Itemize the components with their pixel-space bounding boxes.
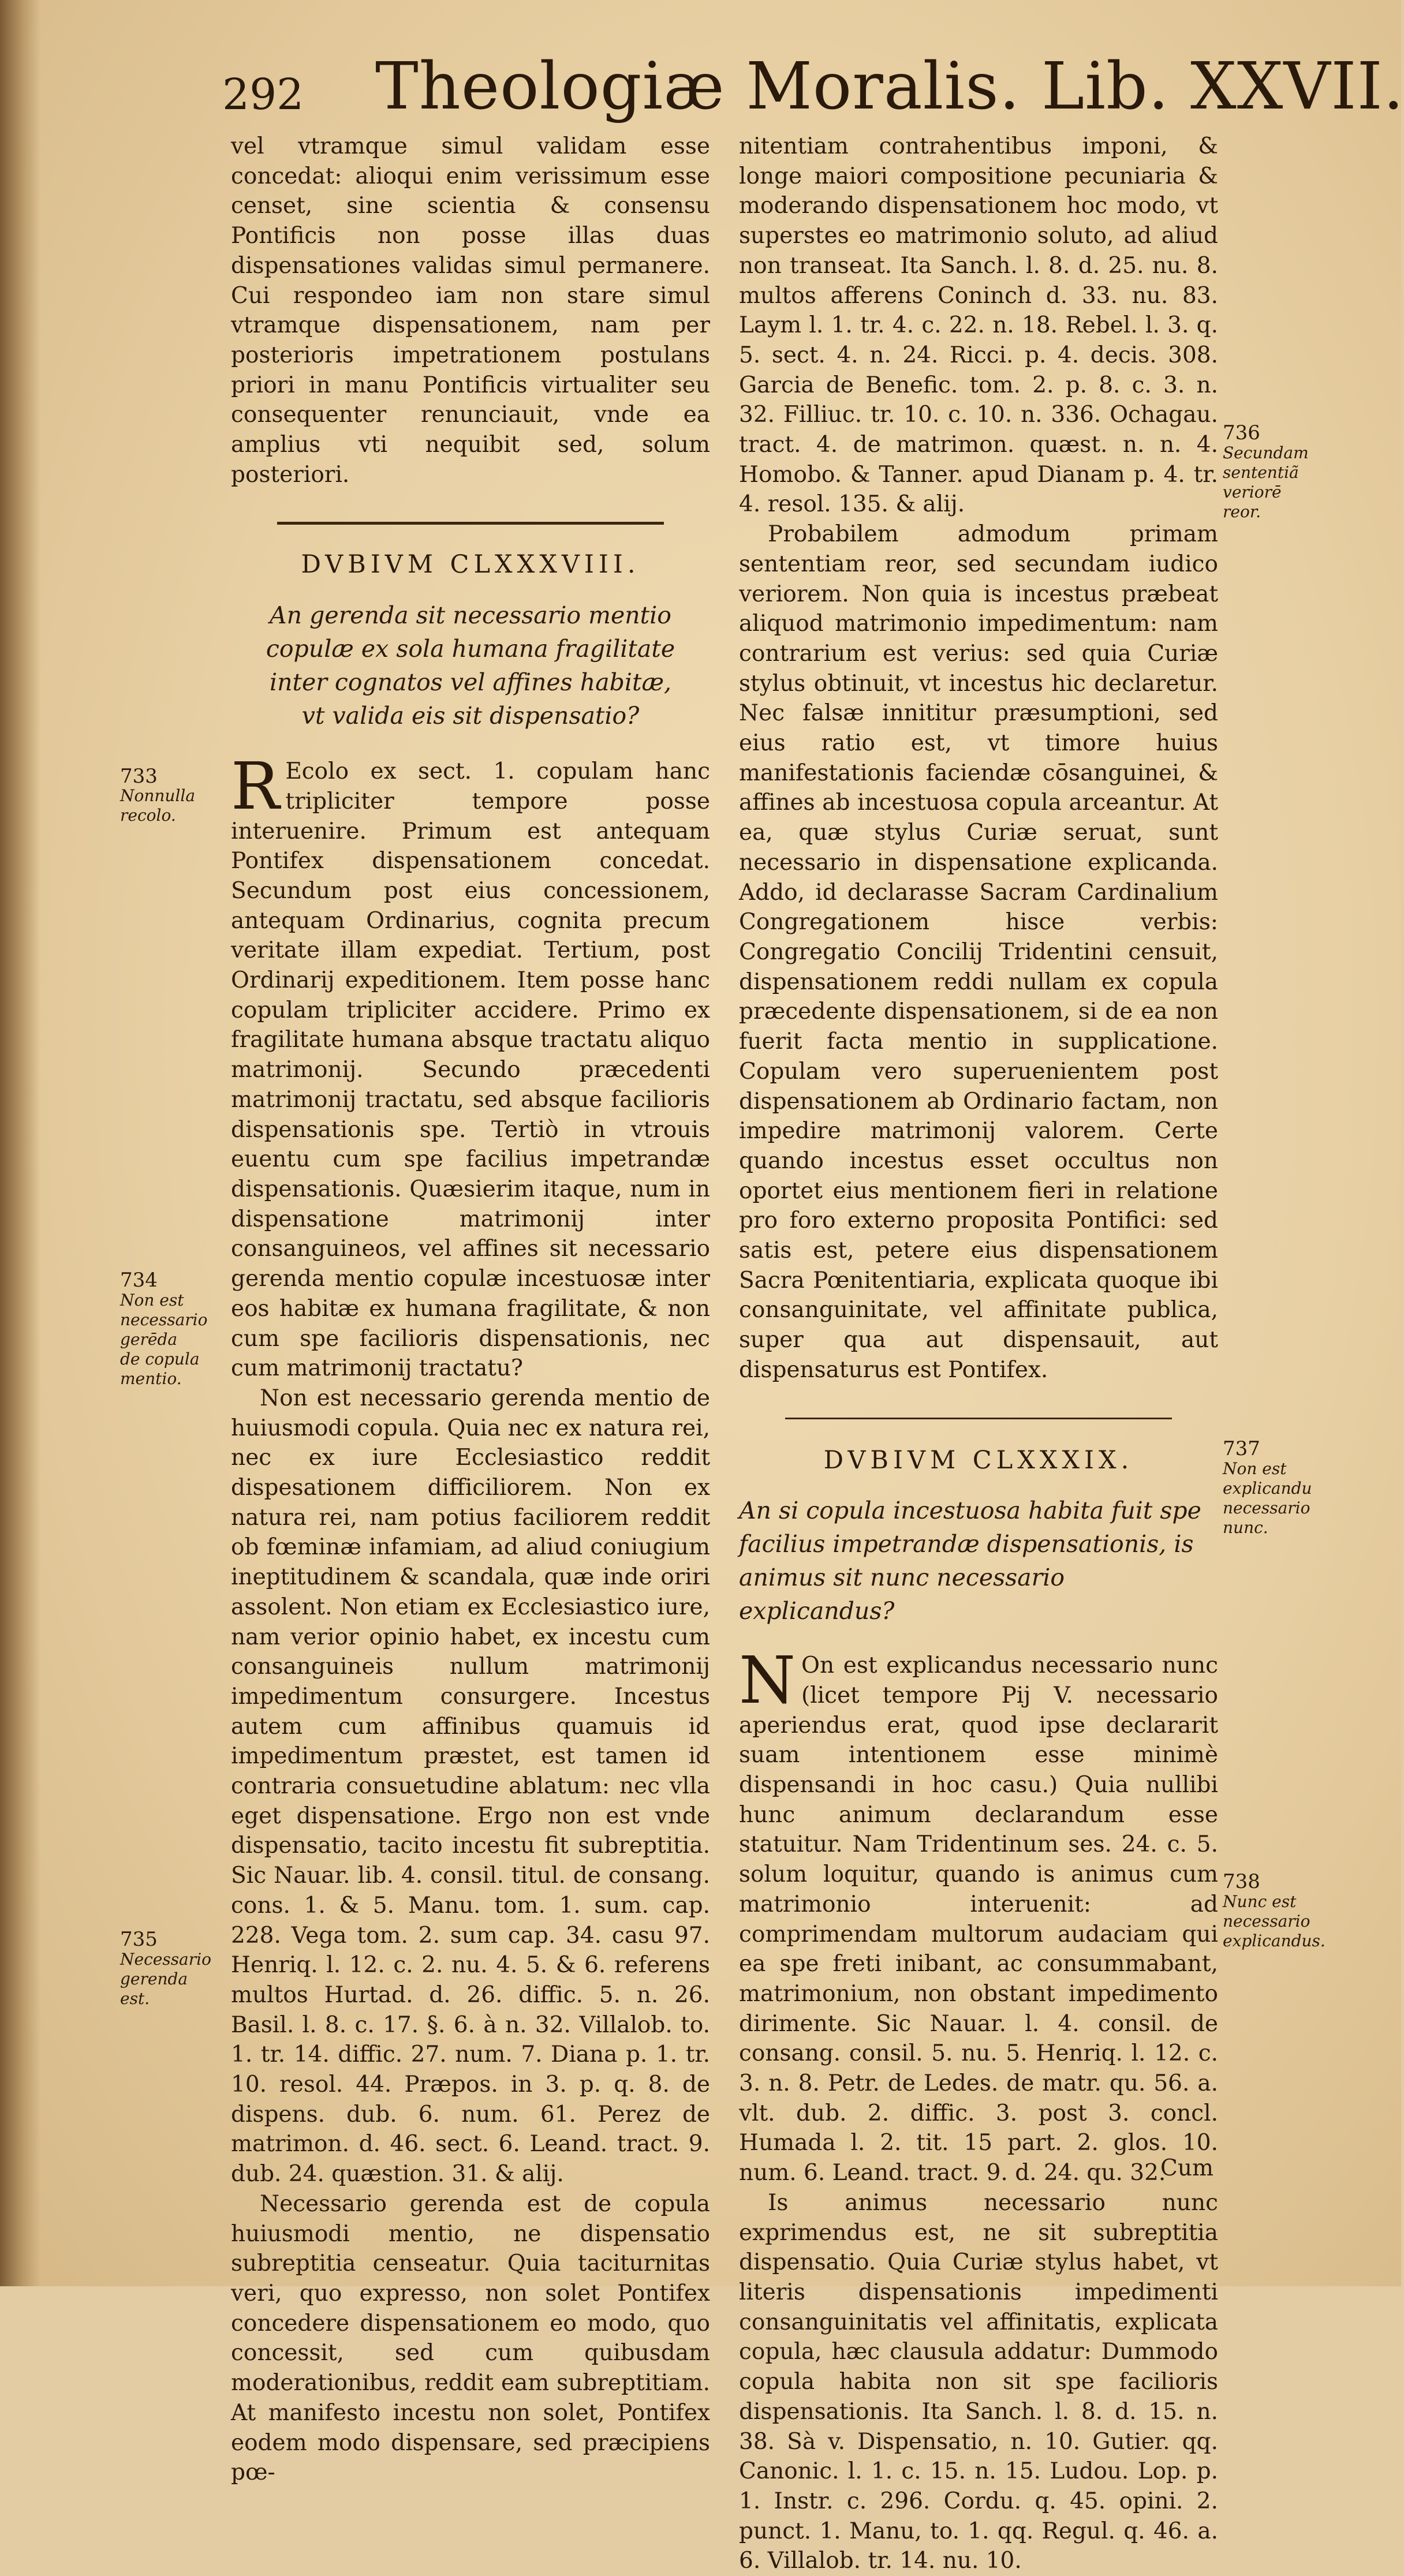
drop-cap-n: N [739,1643,796,1719]
right-column [739,132,1218,2576]
margin-number-738: 738 [1223,1870,1260,1893]
paragraph-736: Probabilem admodum primam sententiam reor, sed secundam iudico veriorem. Non quia is incestus præbeat aliquod matrimonio impedimentum: nam contrarium est verius: sed quia Curiæ stylus obtinuit, vt incestus hic declaretur. Nec falsæ innititur præsumptioni, sed eius ratio est, vt timore huius manifestationis faciendæ cōsanguinei, & affines ab incestuosa copula arceantur. At ea, quæ stylus Curiæ seruat, sunt necessario in dispensatione explicanda. Addo, id declarasse Sacram Cardinalium Congregationem hisce verbis: Congregatio Concilij Tridentini censuit, dispensationem reddi nullam ex copula præcedente dispensationem, si de ea non fuerit facta mentio in supplicatione. Copulam vero superuenientem post dispensationem ab Ordinario factam, non impedire matrimonij valorem. Certe quando incestus esset occultus non oportet eius mentionem fieri in relatione pro foro externo proposita Pontifici: sed satis est, petere eius dispensationem Sacra Pœnitentiaria, explicata quoque ibi consanguinitate, vel affinitate publica, super qua aut dispensauit, aut dispensaturus est Pontifex. [739,521,1218,1383]
margin-note-734: Non est necessario gerēda de copula mentio. [120,1291,208,1388]
margin-note-736: Secundam sententiã veriorē reor. [1223,443,1309,521]
continued-paragraph: nitentiam contrahentibus imponi, & longe maiori compositione pecuniaria & moderando dispensationem hoc modo, vt superstes eo matrimonio soluto, ad aliud non transeat. Ita Sanch. l. 8. d. 25. nu. 8. multos afferens Coninch d. 33. nu. 83. Laym l. 1. tr. 4. c. 22. n. 18. Rebel. l. 3. q. 5. sect. 4. n. 24. Ricci. p. 4. decis. 308. Garcia de Benefic. tom. 2. p. 8. c. 3. n. 32. Filliuc. tr. 10. c. 10. n. 336. Ochagau. tract. 4. de matrimon. quæst. n. n. 4. Homobo. & Tanner. apud Dianam p. 4. tr. 4. resol. 135. & alij. [739,133,1218,518]
section-divider-right [739,1385,1218,1446]
section-divider [231,489,710,550]
paragraph-733 [231,749,710,1384]
paragraph-735: Necessario gerenda est de copula huiusmodi mentio, ne dispensatio subreptitia censeatur. Quia taciturnitas veri, quo expresso, non solet Pontifex concedere dispensationem eo modo, quo concessit, sed cum quibusdam moderationibus, reddit eam subreptitiam. At manifesto incestu non solet, Pontifex eodem modo dispensare, sed præcipiens pœ- [231,2190,710,2486]
paragraph-738: Is animus necessario nunc exprimendus est, ne sit subreptitia dispensatio. Quia Curiæ stylus habet, vt literis dispensationis impedimenti consanguinitatis vel affinitatis, explicata copula, hæc clausula addatur: Dummodo copula habita non sit spe facilioris dispensationis. Ita Sanch. l. 8. d. 15. n. 38. Sà v. Dispensatio, n. 10. Gutier. qq. Canonic. l. 1. c. 15. n. 15. Ludou. Lop. p. 1. Instr. c. 296. Cordu. q. 45. opini. 2. punct. 1. Manu, to. 1. qq. Regul. q. 46. a. 6. Villalob. tr. 14. nu. 10. [739,2189,1218,2574]
dubium-189-heading: DVBIVM CLXXXIX. [823,1445,1134,1475]
dubium-188-heading: DVBIVM CLXXXVIII. [301,550,640,579]
margin-note-735: Necessario gerenda est. [120,1950,211,2008]
paragraph-737-text: On est explicandus necessario nunc (licet tempore Pij V. necessario aperiendus erat, quod ipse declararit suam intentionem esse minimè dispensandi in hoc casu.) Quia nullibi hunc animum declarandum esse statuitur. Nam Tridentinum ses. 24. c. 5. solum loquitur, quando is animus cum matrimonio interuenit: ad comprimendam multorum audaciam qui ea spe freti inibant, ac consummabant, matrimonium, non obstant impedimento dirimente. Sic Nauar. l. 4. consil. de consang. consil. 5. nu. 5. Henriq. l. 12. c. 3. n. 8. Petr. de Ledes. de matr. qu. 56. a. vlt. dub. 2. diffic. 3. post 3. concl. Humada l. 2. tit. 15 part. 2. glos. 10. num. 6. Leand. tract. 9. d. 24. qu. 32. [739,1652,1218,2186]
margin-number-735: 735 [120,1928,158,1951]
intro-paragraph: vel vtramque simul validam esse concedat: alioqui enim verissimum esse censet, sine scientia & consensu Pontificis non posse illas duas dispensationes validas simul permanere. Cui respondeo iam non stare simul vtramque dispensationem, nam per posterioris impetrationem postulans priori in manu Pontificis virtualiter seu consequenter renunciauit, vnde ea amplius vti nequibit sed, solum posteriori. [231,133,710,488]
book-spine-shadow [0,0,40,2286]
paragraph-737 [739,1643,1218,2188]
page-number: 292 [222,70,304,119]
paragraph-734: Non est necessario gerenda mentio de huiusmodi copula. Quia nec ex natura rei, nec ex iure Ecclesiastico reddit dispesationem difficiliorem. Non ex natura rei, nam potius faciliorem reddit ob fœminæ infamiam, ad aliud coniugium ineptitudinem & scandala, quæ inde oriri assolent. Non etiam ex Ecclesiastico iure, nam verior opinio habet, ex incestu cum consanguineis nullum matrimonij impedimentum consurgere. Incestus autem cum affinibus quamuis id impedimentum præstet, est tamen id contraria consuetudine ablatum: nec vlla eget dispensatione. Ergo non est vnde dispensatio, tacito incestu fit subreptitia. Sic Nauar. lib. 4. consil. titul. de consang. cons. 1. & 5. Manu. tom. 1. sum. cap. 228. Vega tom. 2. sum cap. 34. casu 97. Henriq. l. 12. c. 2. nu. 4. 5. & 6. referens multos Hurtad. d. 26. diffic. 5. n. 26. Basil. l. 8. c. 17. §. 6. à n. 32. Villalob. to. 1. tr. 14. diffic. 27. num. 7. Diana p. 1. tr. 10. resol. 44. Præpos. in 3. p. q. 8. de dispens. dub. 6. num. 61. Perez de matrimon. d. 46. sect. 6. Leand. tract. 9. dub. 24. quæstion. 31. & alij. [231,1385,710,2188]
left-column [231,132,710,2488]
dubium-188-question: An gerenda sit necessario mentio copulæ ex sola humana fragilitate inter cognatos vel affines habitæ, vt valida eis sit dispensatio? [266,601,675,730]
page-header [208,49,1404,136]
paragraph-733-text: Ecolo ex sect. 1. copulam hanc tripliciter tempore posse interuenire. Primum est antequam Pontifex dispensationem concedat. Secundum post eius concessionem, antequam Ordinarius, cognita precum veritate illam expediat. Tertium, post Ordinarij expeditionem. Item posse hanc copulam tripliciter accidere. Primo ex fragilitate humana absque tractatu aliquo matrimonij. Secundo præcedenti matrimonij tractatu, sed absque facilioris dispensationis spe. Tertiò in vtrouis euentu cum spe facilius impetrandæ dispensationis. Quæsierim itaque, num in dispensatione matrimonij inter consanguineos, vel affines sit necessario gerenda mentio copulæ incestuosæ inter eos habitæ ex humana fragilitate, & non cum spe facilioris dispensationis, nec cum matrimonij tractatu? [231,758,710,1382]
margin-number-736: 736 [1223,421,1260,444]
dubium-189-question: An si copula incestuosa habita fuit spe facilius impetrandæ dispensationis, is animus sit nunc necessario explicandus? [739,1497,1201,1625]
margin-note-733: Nonnulla recolo. [120,786,196,825]
running-title: Theologiæ Moralis. Lib. XXVII. [375,49,1404,124]
drop-cap-r: R [231,749,280,825]
margin-note-738: Nunc est necessario explicandus. [1223,1892,1325,1950]
margin-note-737: Non est explicandu necessario nunc. [1223,1459,1312,1537]
margin-number-734: 734 [120,1269,158,1292]
margin-number-733: 733 [120,765,158,788]
catchword: Cum [1160,2155,1213,2181]
margin-number-737: 737 [1223,1437,1260,1460]
